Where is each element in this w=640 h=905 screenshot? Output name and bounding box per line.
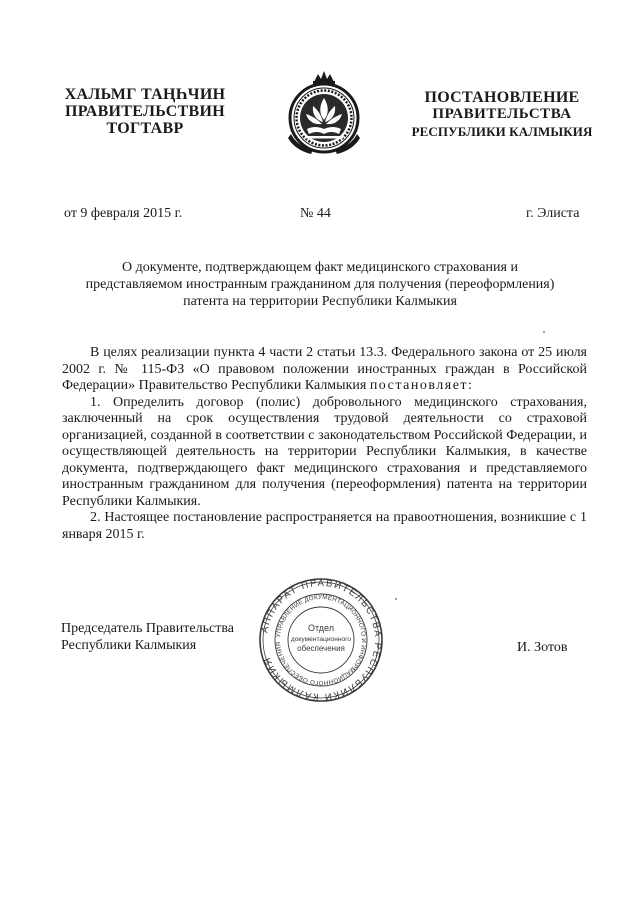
header-russian-line-2: ПРАВИТЕЛЬСТВА (432, 106, 572, 122)
signatory-position-line-1: Председатель Правительства (61, 621, 234, 636)
preamble-decision: постановляет: (369, 378, 474, 393)
body-paragraph-1: 1. Определить договор (полис) добровольного медицинского страхования, заключенный на срок осуществления трудовой деятельности со страховой организацией, созданной в соответствии с законодательством Российской Федерации, и осуществляющей деятельность на территории Республики Калмыкия, в качестве документа, подтверждающего факт медицинского страхования и представляемого иностранным гражданином для получения (переоформления) патента на территории Республики Калмыкия. (62, 394, 587, 509)
title-line-3: патента на территории Республики Калмыкия (183, 294, 457, 309)
header-kalmyk (40, 86, 250, 137)
signatory-name: И. Зотов (517, 640, 568, 655)
header-russian-line-1: ПОСТАНОВЛЕНИЕ (424, 89, 580, 106)
header-russian (402, 89, 602, 140)
scan-speck (395, 598, 397, 600)
stamp-center-line-2: документационного (290, 636, 352, 643)
document-title (60, 259, 580, 310)
body-paragraph-2: 2. Настоящее постановление распространяется на правоотношения, возникшие с 1 января 2015 г. (62, 510, 587, 542)
header-kalmyk-line-2: ПРАВИТЕЛЬСТВИН (64, 103, 226, 120)
signatory-position (61, 620, 234, 654)
document-number: № 44 (300, 206, 331, 221)
title-line-2: представляемом иностранным гражданином для получения (переоформления) (85, 277, 555, 292)
preamble-text: В целях реализации пункта 4 части 2 статьи 13.3. Федерального закона от 25 июля 2002 г. № 115-ФЗ «О правовом положении иностранных граждан в Российской Федерации» Правительство Республики Калмыкия (62, 345, 587, 393)
body-paragraph-preamble (62, 345, 587, 395)
signatory-position-line-2: Республики Калмыкия (61, 638, 197, 653)
document-city: г. Элиста (526, 206, 580, 221)
emblem-icon (283, 68, 365, 156)
stamp-outer-path: АППАРАТ ПРАВИТЕЛЬСТВА РЕСПУБЛИКИ КАЛМЫКИЯ (259, 577, 384, 703)
header-kalmyk-line-1: ХАЛЬМГ ТАҢҺЧИН (64, 86, 226, 103)
document-date: от 9 февраля 2015 г. (64, 206, 183, 221)
header-kalmyk-line-3: ТОГТАВР (106, 120, 184, 137)
stamp-inner-path: УПРАВЛЕНИЕ ДОКУМЕНТАЦИОННОГО И ИНФОРМАЦИОННОГО ОБЕСПЕЧЕНИЯ (274, 593, 368, 687)
scan-speck (543, 331, 545, 333)
document-body (62, 345, 587, 543)
stamp-center-line-1: Отдел (307, 623, 335, 633)
stamp-center-line-3: обеспечения (297, 644, 345, 653)
official-stamp (258, 577, 384, 703)
header-russian-line-3: РЕСПУБЛИКИ КАЛМЫКИЯ (411, 124, 593, 139)
title-line-1: О документе, подтверждающем факт медицинского страхования и (122, 260, 518, 275)
